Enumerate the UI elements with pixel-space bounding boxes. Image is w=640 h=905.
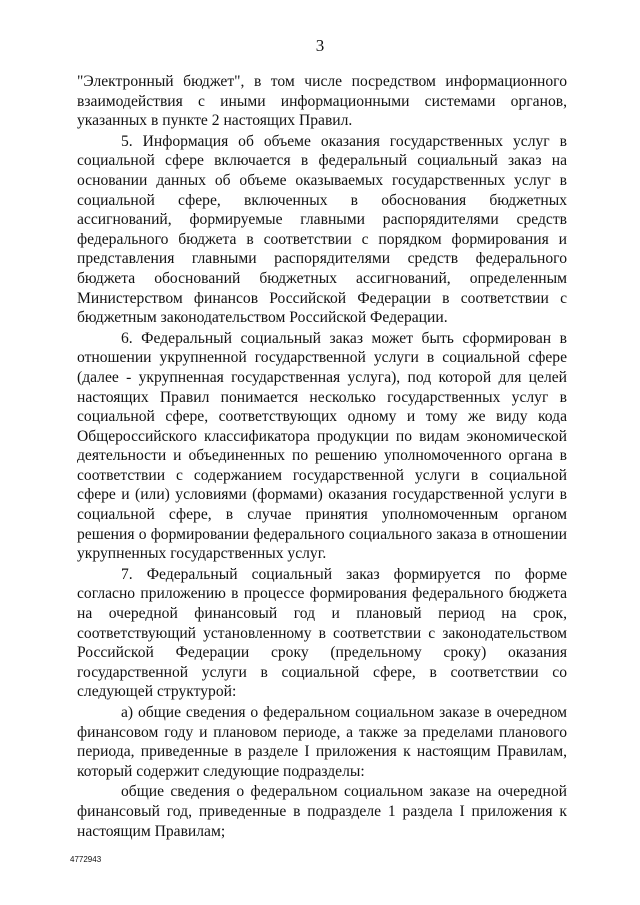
paragraph-continuation: "Электронный бюджет", в том числе посредством информационного взаимодействия с иными информационными системами органов, указанных в пункте 2 настоящих Правил. [77,73,567,130]
paragraph-item-5: 5. Информация об объеме оказания государственных услуг в социальной сфере включается в федеральный социальный заказ на основании данных об объеме оказываемых государственных услуг в социальной сфере, включенных в обоснования бюджетных ассигнований, формируемые главными распорядителями средств федерального бюджета в соответствии с порядком формирования и представления главными распорядителями средств федерального бюджета обоснований бюджетных ассигнований, определенным Министерством финансов Российской Федерации в соответствии с бюджетным законодательством Российской Федерации. [77,132,567,327]
paragraph-item-6: 6. Федеральный социальный заказ может быть сформирован в отношении укрупненной государственной услуги в социальной сфере (далее - укрупненная государственная услуга), под которой для целей настоящих Правил понимается несколько государственных услуг в социальной сфере, соответствующих одному и тому же виду кода Общероссийского классификатора продукции по видам экономической деятельности и объединенных по решению уполномоченного органа в соответствии с содержанием государственной услуги в социальной сфере и (или) условиями (формами) оказания государственной услуги в социальной сфере, в случае принятия уполномоченным органом решения о формировании федерального социального заказа в отношении укрупненных государственных услуг. [77,329,567,563]
page-number: 3 [315,36,325,55]
paragraph-subitem-a: а) общие сведения о федеральном социальном заказе в очередном финансовом году и плановом периоде, а также за пределами планового периода, приведенные в разделе I приложения к настоящим Правилам, который содержит следующие подразделы: [77,704,567,780]
document-code: 4772943 [70,855,102,864]
document-body [77,72,567,842]
paragraph-item-7: 7. Федеральный социальный заказ формируется по форме согласно приложению в процессе формирования федерального бюджета на очередной финансовый год и плановый период на срок, соответствующий установленному в соответствии с законодательством Российской Федерации сроку (предельному сроку) оказания государственной услуги в социальной сфере, в соответствии со следующей структурой: [77,565,567,701]
paragraph-subsection-general: общие сведения о федеральном социальном заказе на очередной финансовый год, приведенные в подразделе 1 раздела I приложения к настоящим Правилам; [77,783,567,840]
